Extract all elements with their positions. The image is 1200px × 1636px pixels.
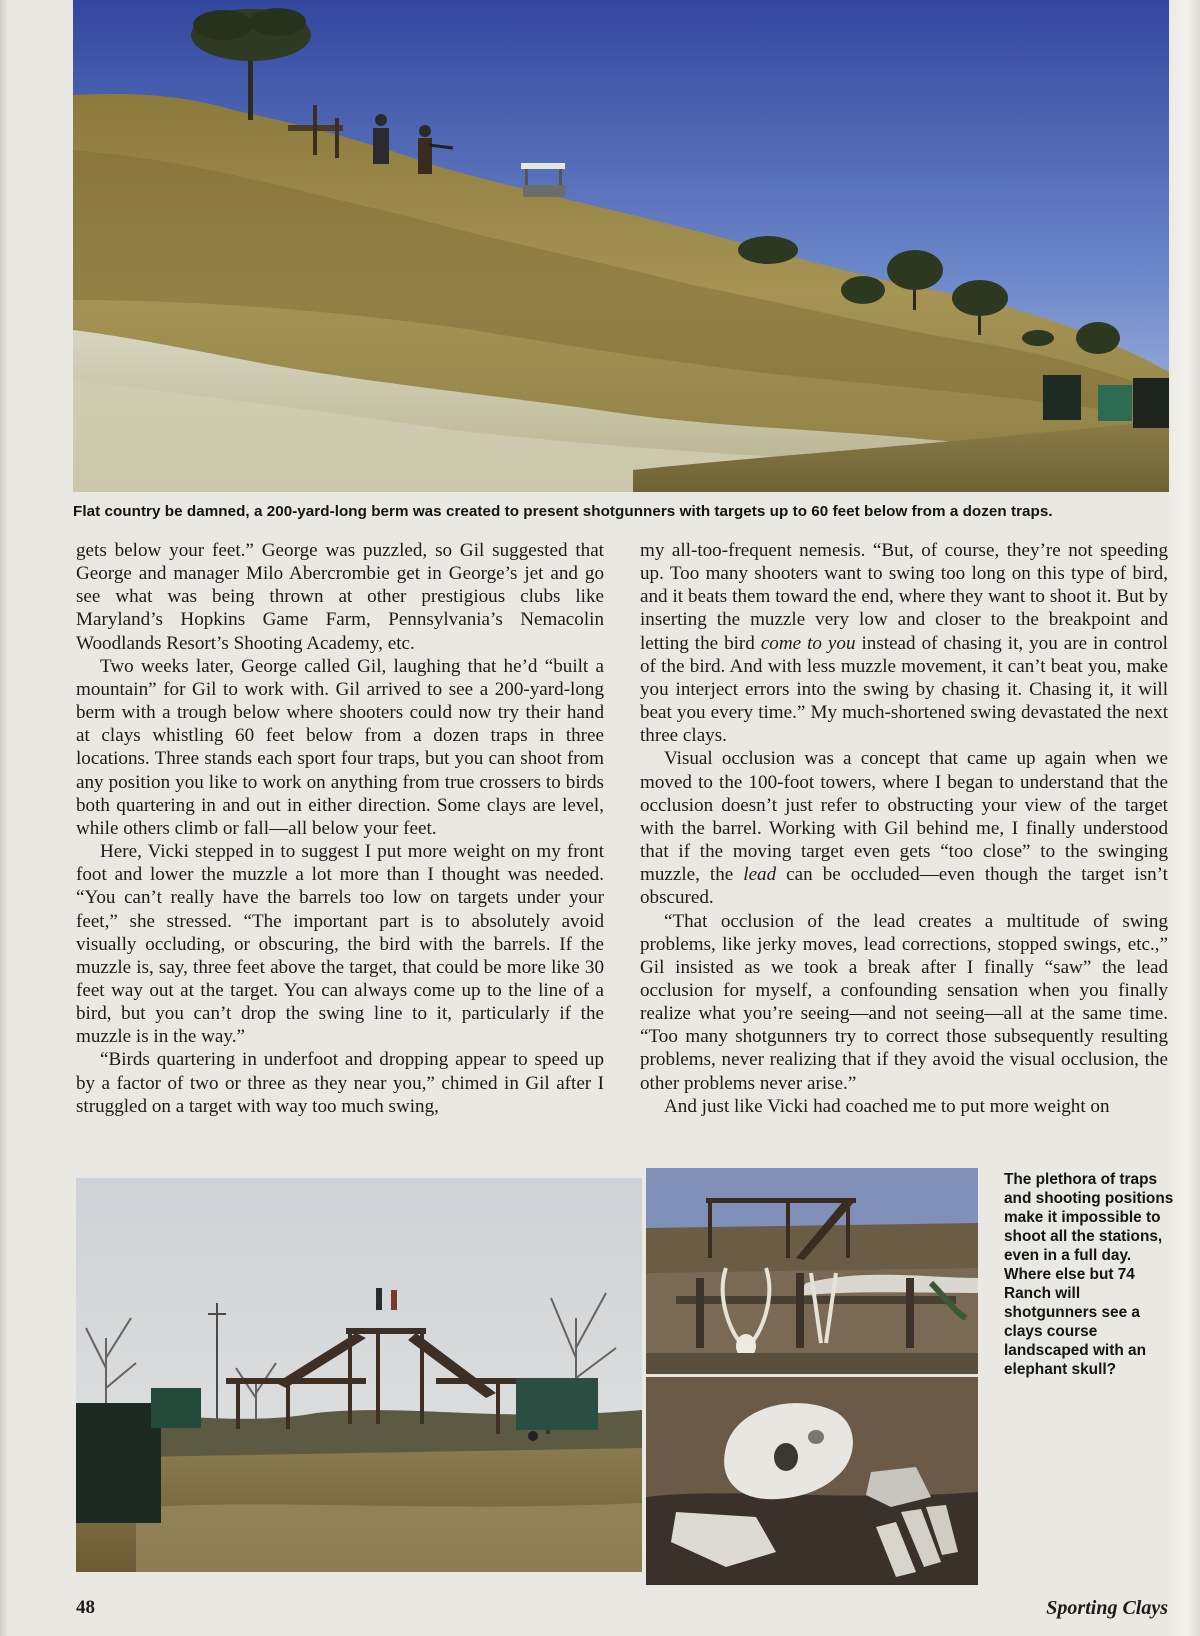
page-edge — [1166, 0, 1200, 1636]
page-number: 48 — [76, 1597, 95, 1618]
text-run: instead of chasing it, you are in control of the bird. And with less muzzle movement, it can’t beat you, make you interject errors into the swing by chasing it. Chasing it, it will beat you every time.” My much-shortened swing devastated the next three clays. — [640, 632, 1168, 747]
photo-caption: Flat country be damned, a 200-yard-long berm was created to present shotgunners with targets up to 60 feet below from a dozen traps. — [73, 503, 1053, 520]
paragraph: “Birds quartering in underfoot and dropping appear to speed up by a factor of two or three as they near you,” chimed in Gil after I struggled on a target with way too much swing, — [76, 1049, 604, 1117]
photo-caption: The plethora of traps and shooting positions make it impossible to shoot all the stations, even in a full day. Where else but 74 Ranch will shotgunners see a clays course landscaped with an elephant skull? — [1004, 1171, 1174, 1378]
paragraph: Here, Vicki stepped in to suggest I put more weight on my front foot and lower the muzzle a lot more than I thought was needed. “You can’t really have the barrels too low on targets under your feet,” she stressed. “The important part is to absolutely avoid visually occluding, or obscuring, the bird with the barrels. If the muzzle is, say, three feet above the target, that could be more like 30 feet way out at the target. You can always come up to the line of a bird, but you can’t drop the swing line to it, particularly if the muzzle is in the way.” — [76, 841, 604, 1048]
article-column-left — [76, 539, 604, 1118]
text-run: my all-too-frequent nemesis. “But, of course, they’re not speeding up. Too many shooters want to swing too long on this type of bird, and it beats them toward the end, where they want to shoot it. But by inserting the muzzle very low and closer to the breakpoint and letting the bird — [640, 540, 1168, 654]
text-run: can be occluded—even though the target isn’t obscured. — [640, 864, 1168, 909]
emphasis: come to you — [760, 632, 856, 654]
paragraph: Two weeks later, George called Gil, laughing that he’d “built a mountain” for Gil to work with. Gil arrived to see a 200-yard-long berm with a trough below where shooters could now try their hand at clays whistling 60 feet below from a dozen traps in three locations. Three stands each sport four traps, but you can shoot from any position you like to work on anything from true crossers to birds both quartering in and out in either direction. Some clays are level, while others climb or fall—all below your feet. — [76, 655, 604, 839]
horns-photo — [646, 1168, 978, 1374]
emphasis: lead — [743, 864, 777, 886]
paragraph — [640, 539, 1168, 747]
article-column-right — [640, 539, 1168, 1118]
paragraph — [640, 747, 1168, 909]
paragraph: gets below your feet.” George was puzzled, so Gil suggested that George and manager Milo Abercrombie get in George’s jet and go see what was being thrown at other prestigious clubs like Maryland’s Hopkins Game Farm, Pennsylvania’s Nemacolin Woodlands Resort’s Shooting Academy, etc. — [76, 540, 604, 654]
paragraph: “That occlusion of the lead creates a multitude of swing problems, like jerky moves, lead corrections, stopped swings, etc.,” Gil insisted as we took a break after I finally “saw” the lead occlusion for myself, a confounding sensation when you finally realize what you’re seeing—and not seeing—all at the same time. “Too many shotgunners try to correct those subsequently resulting problems, never realizing that if they avoid the visual occlusion, the other problems never arise.” — [640, 910, 1168, 1094]
magazine-name: Sporting Clays — [1046, 1597, 1168, 1619]
berm-photo — [73, 0, 1169, 492]
text-run: Visual occlusion was a concept that came up again when we moved to the 100-foot towers, where I began to understand that the occlusion doesn’t just refer to obstructing your view of the target with the barrel. Working with Gil behind me, I finally understood that if the moving target even gets “too close” to the swinging muzzle, the — [640, 748, 1168, 886]
tower-photo — [76, 1178, 642, 1572]
elephant-skull-photo — [646, 1377, 978, 1585]
page-edge — [0, 0, 8, 1636]
paragraph: And just like Vicki had coached me to put more weight on — [664, 1095, 1110, 1117]
